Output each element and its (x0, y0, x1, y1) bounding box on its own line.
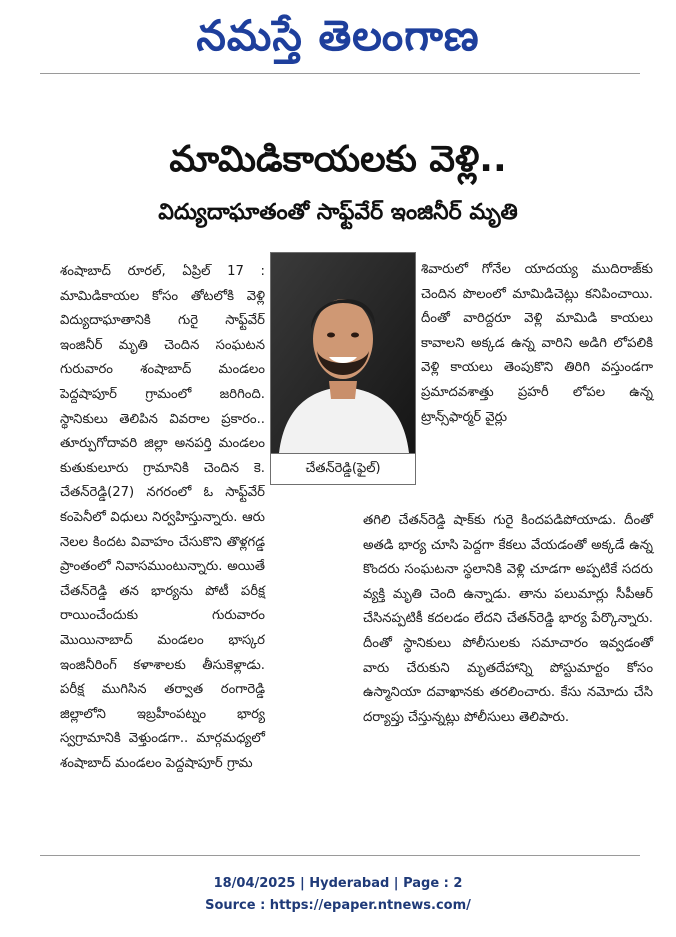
article-subheadline: విద్యుదాఘాతంతో సాఫ్ట్‌వేర్ ఇంజినీర్ మృతి (158, 200, 518, 225)
newspaper-masthead: నమస్తే తెలంగాణ (196, 11, 480, 60)
masthead-divider (40, 73, 640, 74)
footer-date-edition: 18/04/2025 | Hyderabad | Page : 2 (213, 876, 463, 891)
person-photo (270, 252, 416, 454)
article-column-left: శంషాబాద్ రూరల్, ఏప్రిల్ 17 : మామిడికాయల కోసం తోటలోకి వెళ్లి విద్యుదాఘాతానికి గురై సాఫ్ట్‌వేర్ ఇంజినీర్ మృతి చెందిన సంఘటన గురువారం శంషాబాద్ మండలం పెద్దషాపూర్ గ్రామంలో జరిగింది. స్థానికులు తెలిపిన వివరాల ప్రకారం.. తూర్పుగోదావరి జిల్లా అనపర్తి మండలం కుతుకులూరు గ్రామానికి చెందిన కె. చేతన్‌రెడ్డి(27) నగరంలో ఓ సాఫ్ట్‌వేర్ కంపెనీలో విధులు నిర్వహిస్తున్నారు. ఆరు నెలల కిందట వివాహం చేసుకొని తొళ్లగడ్డ ప్రాంతంలో నివాసముంటున్నారు. అయితే చేతన్‌రెడ్డి తన భార్యను పోటీ పరీక్ష రాయించేందుకు గురువారం మొయినాబాద్ మండలం భాస్కర ఇంజినీరింగ్ కళాశాలకు తీసుకెళ్లాడు. పరీక్ష ముగిసిన తర్వాత రంగారెడ్డి జిల్లాలోని ఇబ్రహీంపట్నం భార్య స్వగ్రామానికి వెళ్తుండగా.. మార్గమధ్యలో శంషాబాద్ మండలం పెద్దషాపూర్ గ్రామ (60, 264, 265, 771)
article-column-right-bottom: తగిలి చేతన్‌రెడ్డి షాక్‌కు గురై కిందపడిపోయాడు. దీంతో అతడి భార్య చూసి పెద్దగా కేకలు వేయడంతో అక్కడే ఉన్న కొందరు సంఘటనా స్థలానికి వెళ్లి చూడగా అప్పటికే సదరు వ్యక్తి మృతి చెంది ఉన్నాడు. తాను పలుమార్లు సీపీఆర్ చేసినప్పటికీ కదలడం లేదని చేతన్‌రెడ్డి భార్య పేర్కొన్నారు. దీంతో స్థానికులు పోలీసులకు సమాచారం ఇవ్వడంతో వారు చేరుకుని మృతదేహాన్ని పోస్టుమార్టం కోసం ఉస్మానియా దవాఖానకు తరలించారు. కేసు నమోదు చేసి దర్యాప్తు చేస్తున్నట్లు పోలీసులు తెలిపారు. (363, 513, 653, 725)
photo-caption: చేతన్‌రెడ్డి(ఫైల్) (270, 454, 416, 485)
article-headline: మామిడికాయలకు వెళ్లి.. (169, 139, 507, 180)
footer-source: Source : https://epaper.ntnews.com/ (205, 898, 471, 913)
footer-divider (40, 855, 640, 856)
article-column-right-top: శివారులో గోనేల యాదయ్య ముదిరాజ్‌కు చెందిన పొలంలో మామిడిచెట్లు కనిపించాయి. దీంతో వారిద్దరూ వెళ్లి మామిడి కాయలు కావాలని అక్కడ ఉన్న వారిని అడిగి లోపలికి వెళ్లి కాయలు తెంపుకొని తిరిగి వస్తుండగా ప్రమాదవశాత్తు ప్రహరీ లోపల ఉన్న ట్రాన్స్‌ఫార్మర్ వైర్లు (421, 262, 653, 425)
person-portrait-icon (271, 253, 415, 453)
